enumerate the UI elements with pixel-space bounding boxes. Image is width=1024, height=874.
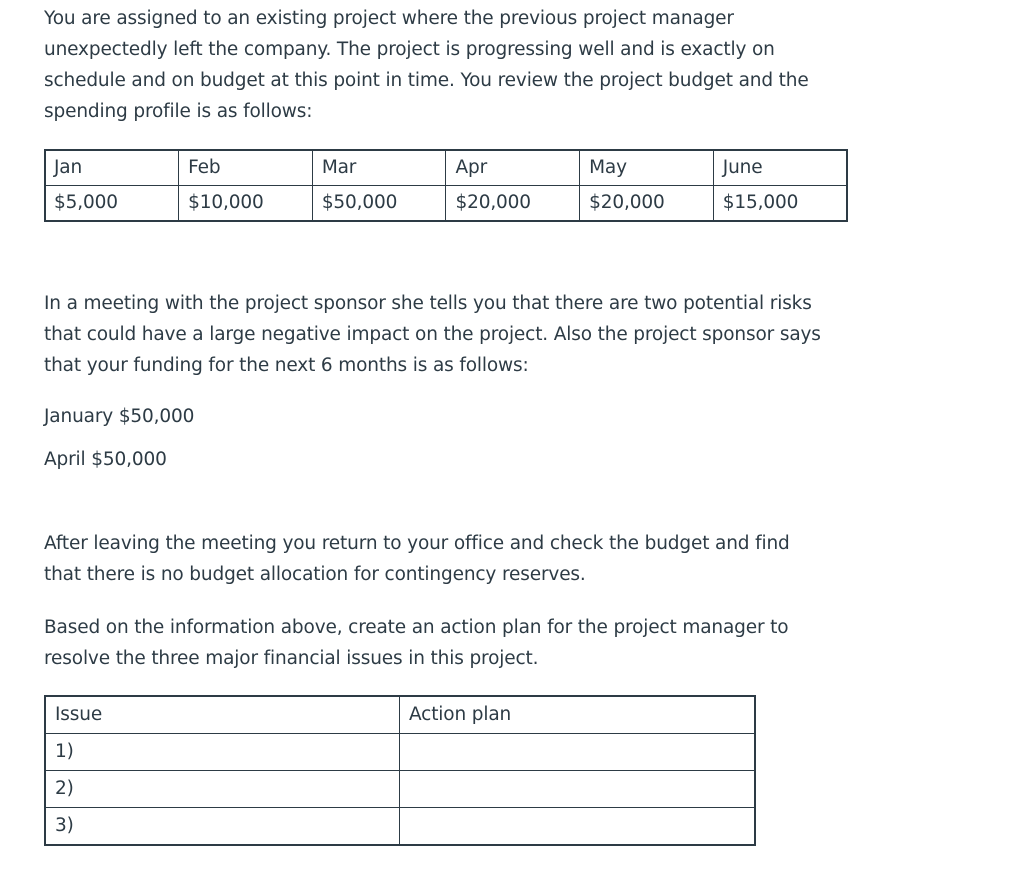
intro-paragraph <box>44 3 809 127</box>
month-cell: June <box>713 150 847 186</box>
month-cell: Jan <box>45 150 179 186</box>
amount-row <box>45 186 847 222</box>
action-row <box>45 771 755 808</box>
task-line: resolve the three major financial issues in this project. <box>44 648 539 669</box>
amount-cell: $20,000 <box>580 186 714 222</box>
amount-cell: $5,000 <box>45 186 179 222</box>
after-meeting-line: that there is no budget allocation for contingency reserves. <box>44 564 586 585</box>
issue-cell: 1) <box>45 734 400 771</box>
meeting-paragraph <box>44 288 821 381</box>
action-row <box>45 808 755 846</box>
issue-cell: 2) <box>45 771 400 808</box>
month-cell: May <box>580 150 714 186</box>
intro-line: spending profile is as follows: <box>44 101 313 122</box>
action-header-row <box>45 696 755 734</box>
action-plan-cell[interactable] <box>400 734 756 771</box>
task-line: Based on the information above, create an action plan for the project manager to <box>44 617 789 638</box>
intro-line: You are assigned to an existing project where the previous project manager <box>44 8 734 29</box>
action-plan-cell[interactable] <box>400 808 756 846</box>
meeting-line: In a meeting with the project sponsor she tells you that there are two potential risks <box>44 293 812 314</box>
task-paragraph <box>44 612 788 674</box>
intro-line: unexpectedly left the company. The project is progressing well and is exactly on <box>44 39 775 60</box>
month-header-row <box>45 150 847 186</box>
amount-cell: $10,000 <box>179 186 313 222</box>
amount-cell: $15,000 <box>713 186 847 222</box>
amount-cell: $20,000 <box>446 186 580 222</box>
action-plan-table <box>44 695 756 846</box>
issue-header: Issue <box>45 696 400 734</box>
action-plan-header: Action plan <box>400 696 756 734</box>
intro-line: schedule and on budget at this point in time. You review the project budget and the <box>44 70 809 91</box>
month-cell: Mar <box>312 150 446 186</box>
after-meeting-paragraph <box>44 528 790 590</box>
funding-item-january: January $50,000 <box>44 406 195 427</box>
month-cell: Apr <box>446 150 580 186</box>
month-cell: Feb <box>179 150 313 186</box>
action-row <box>45 734 755 771</box>
meeting-line: that your funding for the next 6 months is as follows: <box>44 355 529 376</box>
spending-profile-table <box>44 149 848 222</box>
amount-cell: $50,000 <box>312 186 446 222</box>
action-plan-cell[interactable] <box>400 771 756 808</box>
after-meeting-line: After leaving the meeting you return to your office and check the budget and find <box>44 533 790 554</box>
meeting-line: that could have a large negative impact on the project. Also the project sponsor says <box>44 324 821 345</box>
funding-item-april: April $50,000 <box>44 449 167 470</box>
issue-cell: 3) <box>45 808 400 846</box>
